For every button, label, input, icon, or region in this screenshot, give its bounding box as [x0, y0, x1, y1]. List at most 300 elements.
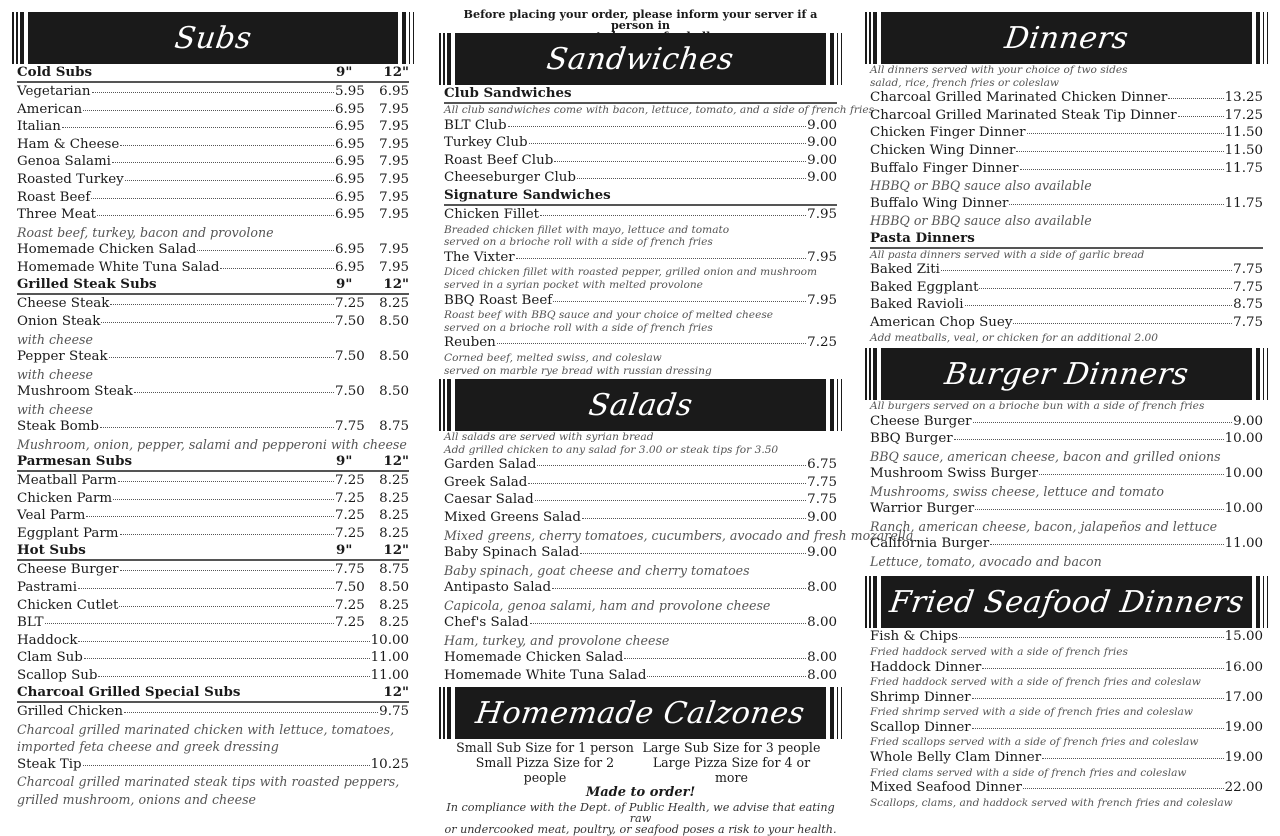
dot-leader: [1020, 160, 1224, 170]
section-title: Grilled Steak Subs: [17, 276, 157, 293]
banner-stripe: [830, 33, 834, 85]
subs-banner: [12, 12, 414, 64]
banner-stripe: [873, 576, 877, 628]
menu-item: [17, 597, 409, 615]
menu-item: [17, 561, 409, 579]
price-9-inch: 7.75: [335, 418, 365, 434]
price-12-inch: 6.95: [379, 84, 409, 99]
allergy-line: Before placing your order, please inform your server if a person in: [463, 7, 818, 32]
health-compliance-notice: [444, 802, 837, 835]
item-price: 7.95: [807, 206, 837, 222]
item-price: 6.75: [807, 457, 837, 473]
menu-item: [870, 279, 1263, 297]
banner-stripe: [439, 687, 441, 739]
price-12-inch: 7.95: [379, 259, 409, 275]
item-price: 22.00: [1224, 780, 1263, 796]
dot-leader: [118, 472, 334, 482]
menu-item: [444, 456, 837, 474]
size-9-header: 9": [336, 452, 353, 469]
price-9-inch: 6.95: [335, 259, 365, 275]
item-description: Charcoal grilled marinated chicken with lettuce, tomatoes,: [17, 722, 395, 738]
item-description: with cheese: [17, 401, 93, 417]
price-9-inch: 7.25: [335, 615, 365, 631]
dot-leader: [134, 383, 334, 393]
price-12-inch: 7.95: [379, 171, 409, 187]
banner-title: Subs: [172, 20, 254, 56]
item-price: 8.00: [807, 667, 837, 683]
price-9-inch: 7.25: [335, 296, 365, 312]
section-title: Club Sandwiches: [444, 85, 572, 101]
banner-stripe: [413, 12, 415, 64]
dot-leader: [972, 689, 1224, 699]
dot-leader: [120, 561, 334, 571]
item-price: 11.75: [1224, 160, 1263, 176]
dot-leader: [553, 292, 806, 302]
menu-item: [870, 107, 1263, 125]
item-description: All pasta dinners served with a side of garlic bread: [870, 248, 1145, 261]
item-name: Cheese Burger: [17, 562, 119, 578]
menu-item: [870, 719, 1263, 737]
dot-leader: [580, 544, 806, 554]
item-description: Scallops, clams, and haddock served with french fries and coleslaw: [870, 796, 1233, 809]
item-name: Buffalo Finger Dinner: [870, 160, 1019, 176]
dot-leader: [554, 152, 806, 162]
sandwiches-banner: [439, 33, 842, 85]
item-name: Pepper Steak: [17, 348, 108, 364]
item-name: Greek Salad: [444, 474, 528, 490]
item-name: Baked Ravioli: [870, 297, 964, 313]
item-name: Ham & Cheese: [17, 136, 120, 152]
banner-stripe: [830, 379, 834, 431]
compliance-line: or undercooked meat, poultry, or seafood poses a risk to your health.: [444, 823, 837, 836]
banner-stripe: [409, 12, 411, 64]
banner-stripe: [16, 12, 18, 64]
banner-block: [881, 348, 1252, 400]
menu-item: [870, 659, 1263, 677]
item-name: BLT: [17, 615, 44, 631]
item-price: 9.00: [807, 170, 837, 186]
dinners-banner: [865, 12, 1268, 64]
item-description: Ham, turkey, and provolone cheese: [444, 632, 670, 648]
item-name: Whole Belly Clam Dinner: [870, 750, 1042, 766]
price-9-inch: 6.95: [335, 189, 365, 205]
item-name: Turkey Club: [444, 135, 528, 151]
menu-item: [870, 430, 1263, 448]
item-name: Genoa Salami: [17, 154, 111, 170]
banner-stripe: [402, 12, 406, 64]
section-heading: [870, 230, 1263, 249]
price-9-inch: 6.95: [335, 207, 365, 223]
item-description: served in a syrian pocket with melted provolone: [444, 278, 703, 291]
item-description: All dinners served with your choice of two sides: [870, 64, 1128, 76]
menu-item: [870, 160, 1263, 178]
item-name: Homemade Chicken Salad: [444, 650, 624, 666]
item-price: 17.00: [1224, 689, 1263, 705]
item-name: Warrior Burger: [870, 501, 975, 517]
item-name: Antipasto Salad: [444, 580, 552, 596]
price-9-inch: 7.25: [335, 597, 365, 613]
menu-item: [444, 169, 837, 187]
item-description: Ranch, american cheese, bacon, jalapeños and lettuce: [870, 518, 1218, 534]
banner-stripe: [439, 33, 441, 85]
section-heading: [17, 453, 409, 472]
item-description: Charcoal grilled marinated steak tips with roasted peppers,: [17, 774, 400, 790]
compliance-line: In compliance with the Dept. of Public Health, we advise that eating raw: [446, 801, 835, 826]
dot-leader: [98, 667, 369, 677]
dot-leader: [1042, 749, 1224, 759]
item-price: 7.75: [807, 492, 837, 508]
small-sub-size: Small Sub Size for 1 person: [456, 740, 634, 756]
item-name: Chicken Cutlet: [17, 597, 119, 613]
item-description: imported feta cheese and greek dressing: [17, 739, 279, 755]
price-9-inch: 7.25: [335, 525, 365, 541]
item-price: 19.00: [1224, 750, 1263, 766]
item-description: Fried shrimp served with a side of french fries and coleslaw: [870, 706, 1193, 719]
burgers-section: [870, 400, 1263, 570]
item-name: Shrimp Dinner: [870, 689, 971, 705]
price-12-inch: 7.95: [379, 242, 409, 258]
menu-item: [17, 649, 409, 667]
price-12-inch: 8.50: [379, 313, 409, 329]
dot-leader: [220, 259, 334, 269]
menu-item: [17, 241, 409, 259]
menu-item: [444, 544, 837, 562]
item-description: Roast beef, turkey, bacon and provolone: [17, 224, 274, 240]
price-12-inch: 8.75: [379, 418, 409, 434]
item-name: Chef's Salad: [444, 615, 529, 631]
small-pizza-size: Small Pizza Size for 2 people: [475, 755, 615, 786]
banner-title: Salads: [586, 387, 695, 423]
dot-leader: [1178, 107, 1224, 117]
item-description: Diced chicken fillet with roasted pepper, grilled onion and mushroom: [444, 266, 818, 279]
banner-stripe: [439, 379, 441, 431]
banner-stripe: [443, 33, 445, 85]
banner-stripe: [443, 687, 445, 739]
menu-item: [444, 614, 837, 632]
banner-stripe: [837, 33, 839, 85]
section-title: Hot Subs: [17, 542, 86, 559]
item-description: with cheese: [17, 331, 93, 347]
menu-item: [17, 295, 409, 313]
item-name: Cheese Steak: [17, 296, 110, 312]
menu-item: [444, 579, 837, 597]
dot-leader: [647, 667, 806, 677]
allergy-notice: [444, 0, 837, 33]
menu-item: [17, 83, 409, 101]
item-description: Roast beef with BBQ sauce and your choice of melted cheese: [444, 309, 774, 322]
item-name: Mixed Greens Salad: [444, 510, 581, 526]
item-price: 7.75: [1233, 262, 1263, 278]
price-12-inch: 7.95: [379, 136, 409, 152]
menu-item: [444, 206, 837, 224]
dot-leader: [1027, 124, 1224, 134]
dot-leader: [530, 614, 807, 624]
price-9-inch: 7.50: [335, 313, 365, 329]
price-9-inch: 6.95: [335, 119, 365, 135]
menu-item: [17, 136, 409, 154]
item-name: Homemade White Tuna Salad: [17, 259, 220, 275]
dot-leader: [540, 206, 806, 216]
banner-stripe: [1267, 576, 1269, 628]
banner-stripe: [447, 33, 451, 85]
price-12-inch: 7.95: [379, 101, 409, 117]
dot-leader: [975, 500, 1224, 510]
item-name: Fish & Chips: [870, 629, 959, 645]
menu-item: [17, 667, 409, 685]
banner-stripe: [873, 348, 877, 400]
item-description: BBQ sauce, american cheese, bacon and grilled onions: [870, 448, 1221, 464]
item-name: Homemade White Tuna Salad: [444, 667, 647, 683]
menu-item: [870, 124, 1263, 142]
item-name: Reuben: [444, 335, 496, 351]
item-price: 9.00: [807, 117, 837, 133]
banner-stripe: [865, 348, 867, 400]
menu-item: [17, 206, 409, 224]
item-price: 7.95: [807, 292, 837, 308]
dot-leader: [941, 261, 1232, 271]
item-name: Chicken Wing Dinner: [870, 142, 1016, 158]
item-name: Cheese Burger: [870, 413, 972, 429]
item-name: American: [17, 101, 83, 117]
large-sub-size: Large Sub Size for 3 people: [642, 740, 821, 756]
banner-stripe: [1256, 576, 1260, 628]
item-name: Veal Parm: [17, 508, 86, 524]
dot-leader: [1039, 465, 1224, 475]
banner-stripe: [1263, 348, 1265, 400]
dot-leader: [972, 719, 1224, 729]
size-12-header: 12": [383, 452, 409, 469]
dot-leader: [125, 171, 334, 181]
dot-leader: [979, 279, 1232, 289]
item-price: 11.00: [1224, 536, 1263, 552]
section-title: Cold Subs: [17, 64, 93, 80]
item-description: All burgers served on a brioche bun with a side of french fries: [870, 400, 1205, 413]
price-9-inch: 7.50: [335, 383, 365, 399]
item-name: Scallop Dinner: [870, 719, 971, 735]
section-title: Signature Sandwiches: [444, 186, 611, 203]
item-description: HBBQ or BBQ sauce also available: [870, 178, 1092, 194]
item-name: The Vixter: [444, 249, 515, 265]
dot-leader: [83, 101, 334, 111]
item-name: Baked Ziti: [870, 262, 940, 278]
price-12-inch: 8.25: [379, 472, 409, 488]
menu-item: [444, 249, 837, 267]
item-price: 7.95: [807, 249, 837, 265]
item-description: Mushrooms, swiss cheese, lettuce and tomato: [870, 483, 1165, 499]
item-name: Italian: [17, 119, 61, 135]
item-name: Eggplant Parm: [17, 525, 119, 541]
item-price: 8.00: [807, 650, 837, 666]
item-price: 8.00: [807, 615, 837, 631]
section-heading: [17, 64, 409, 83]
item-name: Baby Spinach Salad: [444, 545, 580, 561]
dot-leader: [1009, 195, 1223, 205]
dot-leader: [982, 659, 1223, 669]
menu-item: [444, 474, 837, 492]
dot-leader: [45, 614, 334, 624]
menu-item: [444, 152, 837, 170]
dot-leader: [92, 83, 334, 93]
section-title: Charcoal Grilled Special Subs: [17, 684, 241, 701]
item-price: 9.00: [1233, 413, 1263, 429]
menu-item: [444, 667, 837, 685]
dot-leader: [577, 169, 806, 179]
dot-leader: [582, 509, 806, 519]
menu-item: [17, 490, 409, 508]
item-price: 10.00: [370, 632, 409, 648]
banner-title: Fried Seafood Dinners: [887, 584, 1246, 620]
item-description: All club sandwiches come with bacon, lettuce, tomato, and a side of french fries: [444, 104, 875, 116]
size-9-header: 9": [336, 64, 353, 80]
banner-block: [455, 379, 826, 431]
menu-item: [870, 500, 1263, 518]
size-12-header: 12": [383, 542, 409, 559]
price-9-inch: 6.95: [335, 242, 365, 258]
item-name: BBQ Burger: [870, 431, 953, 447]
menu-item: [444, 334, 837, 352]
dinners-section: [870, 64, 1263, 230]
price-12-inch: 8.50: [379, 348, 409, 364]
banner-title: Dinners: [1002, 20, 1131, 56]
banner-stripe: [20, 12, 24, 64]
item-description: All salads are served with syrian bread: [444, 431, 654, 444]
price-9-inch: 7.50: [335, 348, 365, 364]
pasta-section: [870, 230, 1263, 345]
menu-item: [870, 195, 1263, 213]
dot-leader: [1013, 314, 1232, 324]
banner-stripe: [1256, 348, 1260, 400]
item-description: Fried scallops served with a side of french fries and coleslaw: [870, 736, 1199, 749]
menu-item: [17, 383, 409, 401]
item-description: Lettuce, tomato, avocado and bacon: [870, 553, 1102, 569]
price-9-inch: 6.95: [335, 171, 365, 187]
dot-leader: [110, 295, 334, 305]
dot-leader: [120, 525, 334, 535]
calzones-info: [444, 740, 837, 835]
dot-leader: [965, 296, 1233, 306]
burger-dinners-banner: [865, 348, 1268, 400]
item-name: BLT Club: [444, 117, 507, 133]
dot-leader: [101, 313, 334, 323]
item-description: grilled mushroom, onions and cheese: [17, 791, 256, 807]
banner-block: [455, 687, 826, 739]
menu-item: [444, 491, 837, 509]
item-price: 9.00: [807, 135, 837, 151]
size-9-header: 9": [336, 276, 353, 293]
item-price: 8.75: [1233, 297, 1263, 313]
price-12-inch: 8.50: [379, 383, 409, 399]
item-price: 8.00: [807, 580, 837, 596]
dot-leader: [497, 334, 806, 344]
banner-stripe: [447, 379, 451, 431]
dot-leader: [1023, 779, 1224, 789]
dot-leader: [516, 249, 806, 259]
dot-leader: [78, 579, 334, 589]
section-heading: [17, 276, 409, 295]
dot-leader: [990, 535, 1224, 545]
banner-stripe: [837, 379, 839, 431]
banner-stripe: [869, 348, 871, 400]
item-name: Chicken Finger Dinner: [870, 125, 1026, 141]
dot-leader: [537, 456, 806, 466]
menu-item: [17, 101, 409, 119]
section-heading: [17, 542, 409, 561]
menu-item: [870, 89, 1263, 107]
dot-leader: [528, 474, 806, 484]
item-name: Caesar Salad: [444, 492, 534, 508]
banner-stripe: [447, 687, 451, 739]
item-price: 11.50: [1224, 142, 1263, 158]
section-title: Parmesan Subs: [17, 452, 133, 469]
item-description: salad, rice, french fries or coleslaw: [870, 76, 1059, 89]
item-name: Haddock Dinner: [870, 659, 982, 675]
dot-leader: [109, 348, 334, 358]
dot-leader: [954, 430, 1224, 440]
banner-stripe: [1263, 576, 1265, 628]
menu-item: [17, 525, 409, 543]
item-price: 9.75: [379, 704, 409, 720]
banner-stripe: [841, 379, 843, 431]
large-pizza-size: Large Pizza Size for 4 or more: [652, 755, 811, 786]
item-name: Steak Bomb: [17, 418, 100, 434]
item-name: Steak Tip: [17, 756, 82, 772]
banner-stripe: [1256, 12, 1260, 64]
menu-item: [870, 628, 1263, 646]
menu-item: [444, 649, 837, 667]
menu-item: [870, 261, 1263, 279]
menu-item: [17, 579, 409, 597]
item-price: 17.25: [1224, 107, 1263, 123]
dot-leader: [529, 134, 807, 144]
section-title: Pasta Dinners: [870, 229, 975, 246]
menu-item: [444, 509, 837, 527]
banner-stripe: [1267, 12, 1269, 64]
item-name: Garden Salad: [444, 457, 537, 473]
banner-stripe: [830, 687, 834, 739]
item-price: 19.00: [1224, 719, 1263, 735]
item-description: served on a brioche roll with a side of french fries: [444, 321, 713, 334]
item-name: Chicken Parm: [17, 490, 113, 506]
item-price: 11.00: [370, 650, 409, 666]
price-12-inch: 8.25: [379, 490, 409, 506]
price-9-inch: 5.95: [335, 84, 365, 99]
price-12-inch: 8.25: [379, 508, 409, 524]
dot-leader: [1016, 142, 1223, 152]
banner-stripe: [841, 33, 843, 85]
dot-leader: [624, 649, 806, 659]
item-name: Pastrami: [17, 579, 78, 595]
made-to-order: Made to order!: [585, 785, 696, 801]
banner-block: [881, 12, 1252, 64]
item-description: served on marble rye bread with russian dressing: [444, 364, 712, 377]
item-price: 10.25: [370, 756, 409, 772]
item-description: with cheese: [17, 366, 93, 382]
item-price: 11.00: [370, 667, 409, 683]
item-name: Roasted Turkey: [17, 171, 124, 187]
dinners-column: [870, 12, 1263, 809]
item-name: California Burger: [870, 536, 990, 552]
menu-item: [444, 117, 837, 135]
menu-item: [17, 703, 409, 721]
dot-leader: [973, 413, 1233, 423]
dot-leader: [62, 118, 334, 128]
dot-leader: [959, 628, 1224, 638]
item-description: Add grilled chicken to any salad for 3.00 or steak tips for 3.50: [444, 443, 779, 456]
banner-block: [881, 576, 1252, 628]
item-price: 15.00: [1224, 629, 1263, 645]
item-description: Fried clams served with a side of french fries and coleslaw: [870, 766, 1187, 779]
price-12-inch: 8.25: [379, 525, 409, 541]
